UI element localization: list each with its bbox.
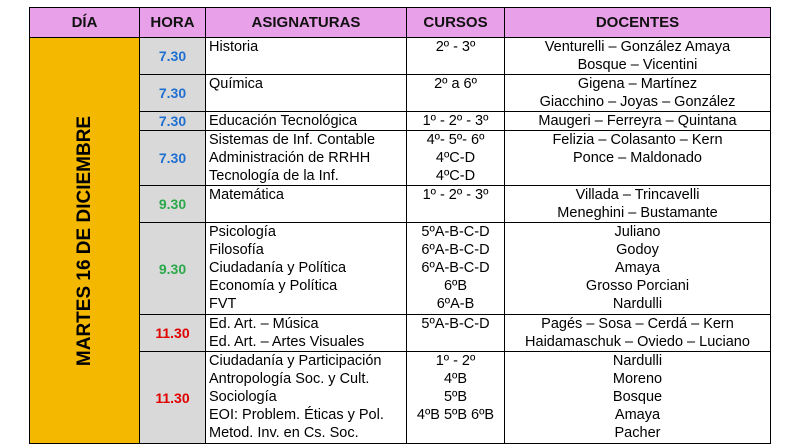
teachers-cell bbox=[505, 352, 771, 444]
day-cell bbox=[30, 38, 140, 444]
subject-cell bbox=[206, 75, 407, 112]
course-line: 2º - 3º bbox=[435, 39, 476, 55]
subject-cell bbox=[206, 38, 407, 75]
course-line: 1º - 2º - 3º bbox=[422, 187, 489, 203]
teacher-line: Maugeri – Ferreyra – Quintana bbox=[538, 113, 737, 129]
hour-cell: 7.30 bbox=[140, 38, 206, 75]
subject-line: Sistemas de Inf. Contable bbox=[209, 132, 376, 148]
teacher-line: Godoy bbox=[616, 242, 659, 258]
schedule-row bbox=[30, 75, 771, 112]
subject-cell bbox=[206, 131, 407, 186]
teacher-line: Amaya bbox=[614, 407, 661, 423]
teacher-line: Bosque – Vicentini bbox=[577, 57, 698, 73]
schedule-row bbox=[30, 38, 771, 75]
hour-cell: 7.30 bbox=[140, 75, 206, 112]
schedule-table-container bbox=[29, 7, 770, 444]
course-line: 4ºC-D bbox=[435, 150, 476, 166]
subject-line: Química bbox=[209, 76, 263, 92]
teacher-line: Amaya bbox=[614, 260, 661, 276]
teacher-line: Haidamaschuk – Oviedo – Luciano bbox=[525, 334, 750, 350]
teacher-line: Felizia – Colasanto – Kern bbox=[552, 132, 723, 148]
teacher-line: Villada – Trincavelli bbox=[575, 187, 700, 203]
teacher-line: Grosso Porciani bbox=[585, 278, 690, 294]
course-line: 4ºB 5ºB 6ºB bbox=[416, 407, 495, 423]
courses-cell bbox=[407, 112, 505, 131]
course-line: 5ºA-B-C-D bbox=[421, 316, 490, 332]
header-hora: HORA bbox=[140, 8, 206, 38]
schedule-row bbox=[30, 352, 771, 444]
teacher-line: Nardulli bbox=[612, 353, 663, 369]
subject-line: Administración de RRHH bbox=[209, 150, 371, 166]
course-line: 1º - 2º - 3º bbox=[422, 113, 489, 129]
course-line: 4º- 5º- 6º bbox=[426, 132, 485, 148]
teacher-line: Juliano bbox=[614, 224, 661, 240]
course-line: 5ºA-B-C-D bbox=[421, 224, 490, 240]
teacher-line: Pacher bbox=[614, 425, 661, 441]
teachers-cell bbox=[505, 112, 771, 131]
courses-cell bbox=[407, 38, 505, 75]
schedule-row bbox=[30, 112, 771, 131]
subject-cell bbox=[206, 112, 407, 131]
schedule-row bbox=[30, 315, 771, 352]
hour-cell: 11.30 bbox=[140, 352, 206, 444]
teachers-cell bbox=[505, 131, 771, 186]
day-label: MARTES 16 DE DICIEMBRE bbox=[73, 115, 95, 366]
subject-cell bbox=[206, 223, 407, 315]
course-line: 2º a 6º bbox=[434, 76, 477, 92]
course-line: 6ºA-B-C-D bbox=[421, 260, 490, 276]
courses-cell bbox=[407, 315, 505, 352]
exam-schedule-table bbox=[29, 7, 771, 444]
teacher-line: Pagés – Sosa – Cerdá – Kern bbox=[541, 316, 734, 332]
subject-line: Economía y Política bbox=[209, 278, 338, 294]
teachers-cell bbox=[505, 75, 771, 112]
course-line: 6ºA-B bbox=[436, 296, 475, 312]
subject-line: Tecnología de la Inf. bbox=[209, 168, 339, 184]
subject-line: EOI: Problem. Éticas y Pol. bbox=[209, 407, 384, 423]
subject-line: Ciudadanía y Participación bbox=[209, 353, 382, 369]
subject-line: Educación Tecnológica bbox=[209, 113, 358, 129]
subject-line: Metod. Inv. en Cs. Soc. bbox=[209, 425, 359, 441]
subject-cell bbox=[206, 352, 407, 444]
teachers-cell bbox=[505, 223, 771, 315]
course-line: 4ºC-D bbox=[435, 168, 476, 184]
hour-cell: 11.30 bbox=[140, 315, 206, 352]
hour-cell: 7.30 bbox=[140, 131, 206, 186]
teacher-line: Venturelli – González Amaya bbox=[544, 39, 731, 55]
teachers-cell bbox=[505, 38, 771, 75]
header-dia: DÍA bbox=[30, 8, 140, 38]
schedule-row bbox=[30, 223, 771, 315]
hour-cell: 9.30 bbox=[140, 223, 206, 315]
subject-line: FVT bbox=[209, 296, 237, 312]
courses-cell bbox=[407, 131, 505, 186]
courses-cell bbox=[407, 223, 505, 315]
teachers-cell bbox=[505, 315, 771, 352]
teacher-line: Giacchino – Joyas – González bbox=[539, 94, 736, 110]
subject-line: Historia bbox=[209, 39, 259, 55]
course-line: 1º - 2º bbox=[435, 353, 476, 369]
schedule-body bbox=[30, 38, 771, 444]
course-line: 6ºA-B-C-D bbox=[421, 242, 490, 258]
courses-cell bbox=[407, 75, 505, 112]
subject-line: Antropología Soc. y Cult. bbox=[209, 371, 370, 387]
teacher-line: Meneghini – Bustamante bbox=[557, 205, 718, 221]
subject-line: Ciudadanía y Política bbox=[209, 260, 347, 276]
schedule-row bbox=[30, 186, 771, 223]
teacher-line: Ponce – Maldonado bbox=[573, 150, 702, 166]
subject-line: Ed. Art. – Artes Visuales bbox=[209, 334, 365, 350]
subject-line: Matemática bbox=[209, 187, 284, 203]
subject-line: Psicología bbox=[209, 224, 276, 240]
teacher-line: Nardulli bbox=[612, 296, 663, 312]
teacher-line: Gigena – Martínez bbox=[577, 76, 698, 92]
subject-cell bbox=[206, 186, 407, 223]
subject-line: Filosofía bbox=[209, 242, 264, 258]
course-line: 5ºB bbox=[443, 389, 468, 405]
course-line: 6ºB bbox=[443, 278, 468, 294]
teachers-cell bbox=[505, 186, 771, 223]
header-cursos: CURSOS bbox=[407, 8, 505, 38]
header-docentes: DOCENTES bbox=[505, 8, 771, 38]
hour-cell: 7.30 bbox=[140, 112, 206, 131]
subject-cell bbox=[206, 315, 407, 352]
course-line: 4ºB bbox=[443, 371, 468, 387]
header-asignaturas: ASIGNATURAS bbox=[206, 8, 407, 38]
subject-line: Ed. Art. – Música bbox=[209, 316, 319, 332]
subject-line: Sociología bbox=[209, 389, 277, 405]
courses-cell bbox=[407, 352, 505, 444]
teacher-line: Moreno bbox=[612, 371, 663, 387]
header-row bbox=[30, 8, 771, 38]
teacher-line: Bosque bbox=[612, 389, 663, 405]
hour-cell: 9.30 bbox=[140, 186, 206, 223]
courses-cell bbox=[407, 186, 505, 223]
schedule-row bbox=[30, 131, 771, 186]
